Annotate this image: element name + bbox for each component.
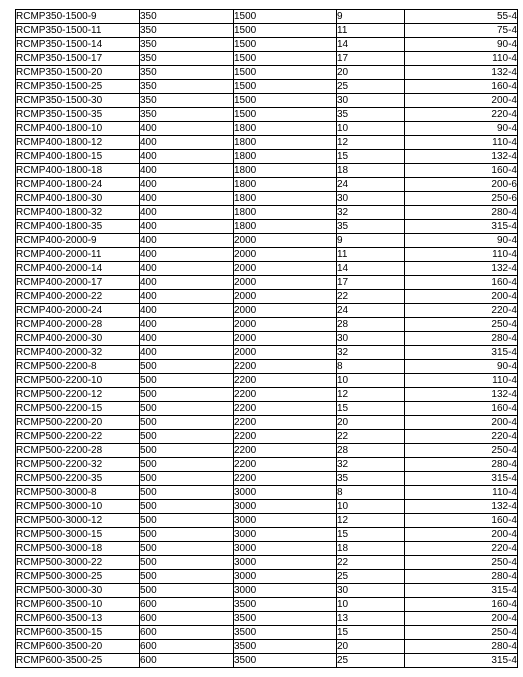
- value-cell-1: 500: [140, 458, 234, 472]
- value-cell-2: 2000: [234, 248, 337, 262]
- value-cell-4: 160-4: [405, 598, 518, 612]
- value-cell-3: 11: [337, 248, 405, 262]
- value-cell-2: 2000: [234, 276, 337, 290]
- value-cell-2: 3000: [234, 528, 337, 542]
- model-cell: RCMP600-3500-25: [16, 654, 140, 668]
- value-cell-4: 220-4: [405, 108, 518, 122]
- table-row: [16, 24, 518, 38]
- value-cell-2: 2000: [234, 346, 337, 360]
- value-cell-3: 24: [337, 304, 405, 318]
- model-cell: RCMP500-3000-15: [16, 528, 140, 542]
- table-row: [16, 150, 518, 164]
- model-cell: RCMP400-2000-17: [16, 276, 140, 290]
- table-row: [16, 612, 518, 626]
- value-cell-2: 1500: [234, 80, 337, 94]
- value-cell-1: 400: [140, 346, 234, 360]
- value-cell-2: 1500: [234, 10, 337, 24]
- value-cell-4: 315-4: [405, 220, 518, 234]
- value-cell-1: 350: [140, 52, 234, 66]
- table-row: [16, 220, 518, 234]
- table-row: [16, 626, 518, 640]
- table-row: [16, 346, 518, 360]
- value-cell-3: 18: [337, 542, 405, 556]
- value-cell-2: 2000: [234, 332, 337, 346]
- value-cell-4: 160-4: [405, 402, 518, 416]
- model-cell: RCMP500-2200-15: [16, 402, 140, 416]
- value-cell-4: 200-4: [405, 528, 518, 542]
- value-cell-1: 500: [140, 528, 234, 542]
- value-cell-2: 1800: [234, 192, 337, 206]
- value-cell-4: 160-4: [405, 80, 518, 94]
- value-cell-4: 160-4: [405, 276, 518, 290]
- value-cell-2: 3000: [234, 500, 337, 514]
- table-row: [16, 472, 518, 486]
- value-cell-4: 132-4: [405, 500, 518, 514]
- value-cell-2: 2200: [234, 430, 337, 444]
- value-cell-3: 35: [337, 220, 405, 234]
- table-row: [16, 108, 518, 122]
- table-row: [16, 570, 518, 584]
- value-cell-3: 17: [337, 276, 405, 290]
- value-cell-1: 400: [140, 150, 234, 164]
- table-row: [16, 486, 518, 500]
- model-cell: RCMP400-2000-32: [16, 346, 140, 360]
- value-cell-2: 1500: [234, 94, 337, 108]
- model-cell: RCMP600-3500-10: [16, 598, 140, 612]
- value-cell-1: 400: [140, 318, 234, 332]
- table-row: [16, 318, 518, 332]
- value-cell-1: 400: [140, 332, 234, 346]
- value-cell-1: 500: [140, 374, 234, 388]
- value-cell-3: 8: [337, 360, 405, 374]
- value-cell-1: 600: [140, 598, 234, 612]
- table-row: [16, 80, 518, 94]
- table-row: [16, 248, 518, 262]
- value-cell-2: 1500: [234, 66, 337, 80]
- value-cell-2: 2000: [234, 290, 337, 304]
- value-cell-1: 400: [140, 136, 234, 150]
- table-row: [16, 52, 518, 66]
- value-cell-1: 400: [140, 290, 234, 304]
- value-cell-4: 220-4: [405, 304, 518, 318]
- value-cell-3: 32: [337, 346, 405, 360]
- value-cell-3: 8: [337, 486, 405, 500]
- value-cell-4: 250-4: [405, 556, 518, 570]
- value-cell-4: 280-4: [405, 570, 518, 584]
- value-cell-3: 18: [337, 164, 405, 178]
- model-cell: RCMP500-3000-25: [16, 570, 140, 584]
- value-cell-1: 350: [140, 10, 234, 24]
- value-cell-2: 3000: [234, 486, 337, 500]
- value-cell-1: 500: [140, 514, 234, 528]
- model-cell: RCMP500-2200-12: [16, 388, 140, 402]
- table-row: [16, 206, 518, 220]
- value-cell-3: 14: [337, 38, 405, 52]
- value-cell-1: 600: [140, 626, 234, 640]
- table-row: [16, 66, 518, 80]
- value-cell-4: 250-4: [405, 318, 518, 332]
- model-cell: RCMP600-3500-15: [16, 626, 140, 640]
- model-cell: RCMP400-2000-24: [16, 304, 140, 318]
- value-cell-2: 2000: [234, 262, 337, 276]
- value-cell-3: 28: [337, 318, 405, 332]
- value-cell-1: 500: [140, 472, 234, 486]
- value-cell-1: 400: [140, 178, 234, 192]
- value-cell-3: 11: [337, 24, 405, 38]
- value-cell-2: 1500: [234, 38, 337, 52]
- value-cell-4: 315-4: [405, 584, 518, 598]
- value-cell-1: 400: [140, 262, 234, 276]
- value-cell-4: 55-4: [405, 10, 518, 24]
- value-cell-1: 400: [140, 206, 234, 220]
- model-cell: RCMP400-2000-30: [16, 332, 140, 346]
- model-cell: RCMP600-3500-13: [16, 612, 140, 626]
- model-cell: RCMP350-1500-17: [16, 52, 140, 66]
- value-cell-2: 2200: [234, 388, 337, 402]
- value-cell-3: 20: [337, 416, 405, 430]
- table-row: [16, 598, 518, 612]
- table-row: [16, 10, 518, 24]
- value-cell-4: 110-4: [405, 136, 518, 150]
- value-cell-4: 110-4: [405, 486, 518, 500]
- value-cell-2: 3500: [234, 640, 337, 654]
- value-cell-1: 400: [140, 220, 234, 234]
- table-row: [16, 276, 518, 290]
- value-cell-1: 350: [140, 66, 234, 80]
- value-cell-4: 315-4: [405, 346, 518, 360]
- value-cell-3: 25: [337, 570, 405, 584]
- value-cell-4: 200-6: [405, 178, 518, 192]
- value-cell-3: 12: [337, 136, 405, 150]
- model-cell: RCMP500-2200-20: [16, 416, 140, 430]
- value-cell-2: 3500: [234, 612, 337, 626]
- value-cell-3: 17: [337, 52, 405, 66]
- table-row: [16, 584, 518, 598]
- model-cell: RCMP400-2000-28: [16, 318, 140, 332]
- value-cell-1: 500: [140, 500, 234, 514]
- value-cell-1: 500: [140, 542, 234, 556]
- value-cell-3: 13: [337, 612, 405, 626]
- table-row: [16, 234, 518, 248]
- table-row: [16, 192, 518, 206]
- table-row: [16, 444, 518, 458]
- value-cell-3: 22: [337, 430, 405, 444]
- value-cell-4: 132-4: [405, 262, 518, 276]
- value-cell-1: 350: [140, 80, 234, 94]
- value-cell-3: 15: [337, 626, 405, 640]
- value-cell-3: 15: [337, 528, 405, 542]
- model-cell: RCMP500-2200-32: [16, 458, 140, 472]
- table-row: [16, 38, 518, 52]
- value-cell-3: 10: [337, 374, 405, 388]
- value-cell-4: 280-4: [405, 458, 518, 472]
- value-cell-2: 2200: [234, 402, 337, 416]
- value-cell-1: 500: [140, 486, 234, 500]
- value-cell-4: 90-4: [405, 234, 518, 248]
- value-cell-2: 1500: [234, 24, 337, 38]
- model-cell: RCMP350-1500-35: [16, 108, 140, 122]
- value-cell-3: 30: [337, 192, 405, 206]
- table-row: [16, 136, 518, 150]
- value-cell-2: 1800: [234, 206, 337, 220]
- value-cell-1: 400: [140, 164, 234, 178]
- value-cell-1: 400: [140, 304, 234, 318]
- value-cell-1: 400: [140, 192, 234, 206]
- value-cell-4: 200-4: [405, 416, 518, 430]
- value-cell-3: 24: [337, 178, 405, 192]
- value-cell-4: 315-4: [405, 472, 518, 486]
- value-cell-2: 1800: [234, 178, 337, 192]
- value-cell-4: 75-4: [405, 24, 518, 38]
- value-cell-1: 500: [140, 556, 234, 570]
- value-cell-2: 1500: [234, 108, 337, 122]
- table-row: [16, 388, 518, 402]
- value-cell-4: 160-4: [405, 164, 518, 178]
- value-cell-2: 1800: [234, 220, 337, 234]
- value-cell-4: 200-4: [405, 612, 518, 626]
- value-cell-4: 200-4: [405, 94, 518, 108]
- value-cell-1: 500: [140, 388, 234, 402]
- value-cell-3: 12: [337, 388, 405, 402]
- value-cell-2: 1800: [234, 150, 337, 164]
- value-cell-4: 110-4: [405, 374, 518, 388]
- value-cell-3: 20: [337, 640, 405, 654]
- value-cell-4: 220-4: [405, 430, 518, 444]
- value-cell-3: 14: [337, 262, 405, 276]
- model-cell: RCMP500-2200-8: [16, 360, 140, 374]
- value-cell-2: 3500: [234, 598, 337, 612]
- value-cell-1: 600: [140, 612, 234, 626]
- table-row: [16, 430, 518, 444]
- table-row: [16, 514, 518, 528]
- value-cell-4: 110-4: [405, 52, 518, 66]
- value-cell-1: 400: [140, 122, 234, 136]
- value-cell-4: 315-4: [405, 654, 518, 668]
- table-row: [16, 374, 518, 388]
- value-cell-2: 2000: [234, 304, 337, 318]
- table-row: [16, 304, 518, 318]
- value-cell-1: 500: [140, 402, 234, 416]
- spec-table: [15, 9, 518, 668]
- model-cell: RCMP400-1800-24: [16, 178, 140, 192]
- value-cell-2: 3000: [234, 570, 337, 584]
- model-cell: RCMP400-1800-30: [16, 192, 140, 206]
- value-cell-4: 280-4: [405, 206, 518, 220]
- table-row: [16, 528, 518, 542]
- model-cell: RCMP500-3000-22: [16, 556, 140, 570]
- value-cell-1: 500: [140, 584, 234, 598]
- value-cell-3: 35: [337, 108, 405, 122]
- value-cell-3: 15: [337, 402, 405, 416]
- value-cell-3: 12: [337, 514, 405, 528]
- value-cell-3: 30: [337, 332, 405, 346]
- table-row: [16, 458, 518, 472]
- value-cell-3: 10: [337, 598, 405, 612]
- model-cell: RCMP350-1500-11: [16, 24, 140, 38]
- model-cell: RCMP600-3500-20: [16, 640, 140, 654]
- spec-table-body: [16, 10, 518, 668]
- value-cell-2: 1800: [234, 164, 337, 178]
- model-cell: RCMP400-1800-32: [16, 206, 140, 220]
- value-cell-4: 250-4: [405, 444, 518, 458]
- model-cell: RCMP500-3000-12: [16, 514, 140, 528]
- model-cell: RCMP400-1800-18: [16, 164, 140, 178]
- value-cell-3: 9: [337, 234, 405, 248]
- table-row: [16, 178, 518, 192]
- value-cell-3: 32: [337, 458, 405, 472]
- model-cell: RCMP500-2200-28: [16, 444, 140, 458]
- value-cell-1: 500: [140, 570, 234, 584]
- table-row: [16, 500, 518, 514]
- value-cell-4: 132-4: [405, 150, 518, 164]
- value-cell-1: 500: [140, 360, 234, 374]
- value-cell-1: 600: [140, 654, 234, 668]
- table-row: [16, 332, 518, 346]
- table-row: [16, 122, 518, 136]
- table-row: [16, 654, 518, 668]
- table-row: [16, 94, 518, 108]
- model-cell: RCMP500-2200-22: [16, 430, 140, 444]
- value-cell-2: 3000: [234, 514, 337, 528]
- value-cell-4: 90-4: [405, 122, 518, 136]
- model-cell: RCMP500-2200-10: [16, 374, 140, 388]
- value-cell-2: 1500: [234, 52, 337, 66]
- value-cell-2: 1800: [234, 122, 337, 136]
- table-row: [16, 360, 518, 374]
- value-cell-3: 22: [337, 556, 405, 570]
- table-row: [16, 402, 518, 416]
- value-cell-2: 3500: [234, 654, 337, 668]
- value-cell-4: 110-4: [405, 248, 518, 262]
- model-cell: RCMP500-3000-30: [16, 584, 140, 598]
- value-cell-1: 350: [140, 38, 234, 52]
- value-cell-4: 132-4: [405, 66, 518, 80]
- model-cell: RCMP500-3000-18: [16, 542, 140, 556]
- model-cell: RCMP400-1800-35: [16, 220, 140, 234]
- value-cell-3: 35: [337, 472, 405, 486]
- model-cell: RCMP400-1800-15: [16, 150, 140, 164]
- value-cell-1: 500: [140, 444, 234, 458]
- value-cell-3: 10: [337, 500, 405, 514]
- table-row: [16, 290, 518, 304]
- value-cell-3: 28: [337, 444, 405, 458]
- model-cell: RCMP400-1800-12: [16, 136, 140, 150]
- table-row: [16, 416, 518, 430]
- value-cell-4: 250-4: [405, 626, 518, 640]
- value-cell-3: 32: [337, 206, 405, 220]
- value-cell-2: 2200: [234, 360, 337, 374]
- value-cell-4: 280-4: [405, 332, 518, 346]
- value-cell-3: 30: [337, 94, 405, 108]
- value-cell-2: 2200: [234, 458, 337, 472]
- model-cell: RCMP400-2000-9: [16, 234, 140, 248]
- model-cell: RCMP350-1500-14: [16, 38, 140, 52]
- value-cell-1: 400: [140, 248, 234, 262]
- model-cell: RCMP500-3000-8: [16, 486, 140, 500]
- table-row: [16, 542, 518, 556]
- table-row: [16, 556, 518, 570]
- model-cell: RCMP350-1500-25: [16, 80, 140, 94]
- value-cell-1: 600: [140, 640, 234, 654]
- value-cell-4: 160-4: [405, 514, 518, 528]
- value-cell-1: 400: [140, 276, 234, 290]
- value-cell-4: 250-6: [405, 192, 518, 206]
- value-cell-2: 2200: [234, 472, 337, 486]
- value-cell-2: 3000: [234, 542, 337, 556]
- value-cell-3: 10: [337, 122, 405, 136]
- value-cell-3: 22: [337, 290, 405, 304]
- value-cell-1: 350: [140, 108, 234, 122]
- table-row: [16, 164, 518, 178]
- model-cell: RCMP500-2200-35: [16, 472, 140, 486]
- value-cell-3: 30: [337, 584, 405, 598]
- value-cell-4: 200-4: [405, 290, 518, 304]
- value-cell-1: 500: [140, 416, 234, 430]
- model-cell: RCMP400-1800-10: [16, 122, 140, 136]
- value-cell-4: 90-4: [405, 360, 518, 374]
- value-cell-1: 400: [140, 234, 234, 248]
- value-cell-3: 25: [337, 80, 405, 94]
- value-cell-2: 2200: [234, 416, 337, 430]
- value-cell-3: 20: [337, 66, 405, 80]
- value-cell-4: 132-4: [405, 388, 518, 402]
- value-cell-2: 2200: [234, 444, 337, 458]
- value-cell-2: 2200: [234, 374, 337, 388]
- value-cell-3: 9: [337, 10, 405, 24]
- model-cell: RCMP350-1500-20: [16, 66, 140, 80]
- value-cell-1: 350: [140, 24, 234, 38]
- value-cell-2: 2000: [234, 234, 337, 248]
- table-row: [16, 262, 518, 276]
- table-row: [16, 640, 518, 654]
- model-cell: RCMP350-1500-9: [16, 10, 140, 24]
- value-cell-4: 220-4: [405, 542, 518, 556]
- model-cell: RCMP350-1500-30: [16, 94, 140, 108]
- value-cell-4: 280-4: [405, 640, 518, 654]
- model-cell: RCMP500-3000-10: [16, 500, 140, 514]
- value-cell-2: 2000: [234, 318, 337, 332]
- value-cell-2: 3000: [234, 584, 337, 598]
- value-cell-1: 500: [140, 430, 234, 444]
- value-cell-1: 350: [140, 94, 234, 108]
- value-cell-3: 25: [337, 654, 405, 668]
- value-cell-4: 90-4: [405, 38, 518, 52]
- value-cell-2: 3000: [234, 556, 337, 570]
- model-cell: RCMP400-2000-11: [16, 248, 140, 262]
- value-cell-2: 1800: [234, 136, 337, 150]
- value-cell-3: 15: [337, 150, 405, 164]
- model-cell: RCMP400-2000-22: [16, 290, 140, 304]
- value-cell-2: 3500: [234, 626, 337, 640]
- model-cell: RCMP400-2000-14: [16, 262, 140, 276]
